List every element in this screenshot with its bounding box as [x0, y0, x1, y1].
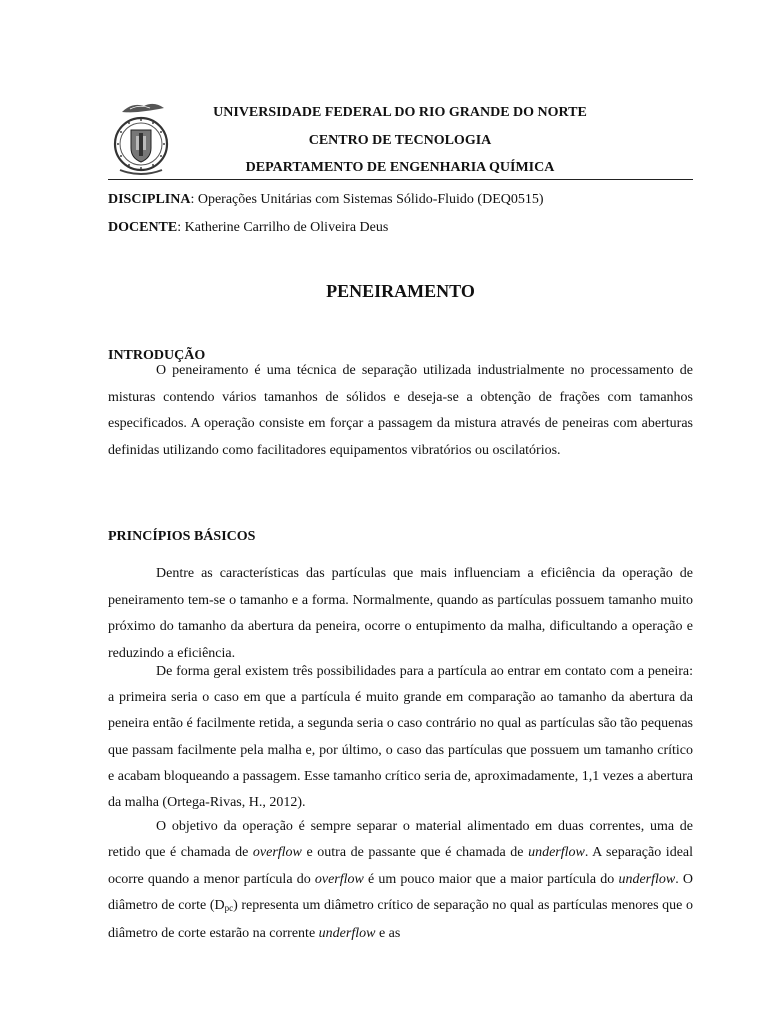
discipline-label: DISCIPLINA: [108, 192, 191, 207]
term-overflow: overflow: [314, 871, 364, 887]
department-name: DEPARTAMENTO DE ENGENHARIA QUÍMICA: [245, 160, 555, 175]
principles-heading: PRINCÍPIOS BÁSICOS: [108, 529, 256, 544]
term-underflow: underflow: [318, 926, 376, 942]
header-divider: [108, 179, 693, 180]
center-name: CENTRO DE TECNOLOGIA: [308, 133, 492, 148]
principles-paragraph-1: Dentre as características das partículas que mais influenciam a eficiência da operação de peneiramento tem-se o tamanho e a forma. Normalmente, quando as partículas possuem tamanho muito próximo do tamanho da abertura da peneira, ocorre o entupimento da malha, dificultando a operação e reduzindo a eficiência.: [108, 566, 693, 661]
paragraph-text: e as: [375, 926, 401, 942]
paragraph-text: . A separação ideal ocorre quando a menor partícula do: [108, 845, 694, 887]
paragraph-text: e outra de passante que é chamada de: [301, 845, 529, 861]
document-title: PENEIRAMENTO: [326, 281, 475, 301]
intro-heading: INTRODUÇÃO: [108, 348, 206, 363]
teacher-label: DOCENTE: [108, 220, 178, 235]
paragraph-text: . O diâmetro de corte (D: [108, 871, 694, 913]
paragraph-text: ) representa um diâmetro crítico de separação no qual as partículas menores que o diâmetro de corte estarão na corrente: [108, 897, 693, 942]
principles-paragraph-3: [108, 814, 693, 947]
discipline-value: : Operações Unitárias com Sistemas Sólido-Fluido (DEQ0515): [190, 192, 544, 207]
term-underflow: underflow: [528, 845, 585, 861]
paragraph-text: é um pouco maior que a maior partícula do: [363, 871, 619, 887]
term-underflow: underflow: [618, 871, 676, 887]
intro-paragraph: O peneiramento é uma técnica de separação utilizada industrialmente no processamento de misturas contendo vários tamanhos de sólidos e deseja-se a obtenção de frações com tamanhos especificados. A operação consiste em forçar a passagem da mistura através de peneiras com aberturas definidas utilizando como facilitadores equipamentos vibratórios ou oscilatórios.: [108, 363, 693, 458]
paragraph-text: O objetivo da operação é sempre separar o material alimentado em duas correntes, uma de retido que é chamada de: [108, 819, 693, 861]
discipline-line: [108, 192, 544, 208]
university-crest-logo: [110, 100, 172, 178]
principles-paragraph-2: De forma geral existem três possibilidades para a partícula ao entrar em contato com a peneira: a primeira seria o caso em que a partícula é muito grande em comparação ao tamanho da abertura da peneira então é facilmente retida, a segunda seria o caso contrário no qual as partículas são tão pequenas que passam facilmente pela malha e, por último, o caso das partículas que possuem um tamanho crítico e acabam bloqueando a passagem. Esse tamanho crítico seria de, aproximadamente, 1,1 vezes a abertura da malha (Ortega-Rivas, H., 2012).: [108, 664, 693, 811]
term-overflow: overflow: [252, 845, 302, 861]
teacher-value: : Katherine Carrilho de Oliveira Deus: [177, 220, 389, 235]
teacher-line: [108, 220, 388, 236]
cut-diameter-subscript: pc: [224, 902, 234, 913]
university-name: UNIVERSIDADE FEDERAL DO RIO GRANDE DO NORTE: [213, 105, 587, 120]
